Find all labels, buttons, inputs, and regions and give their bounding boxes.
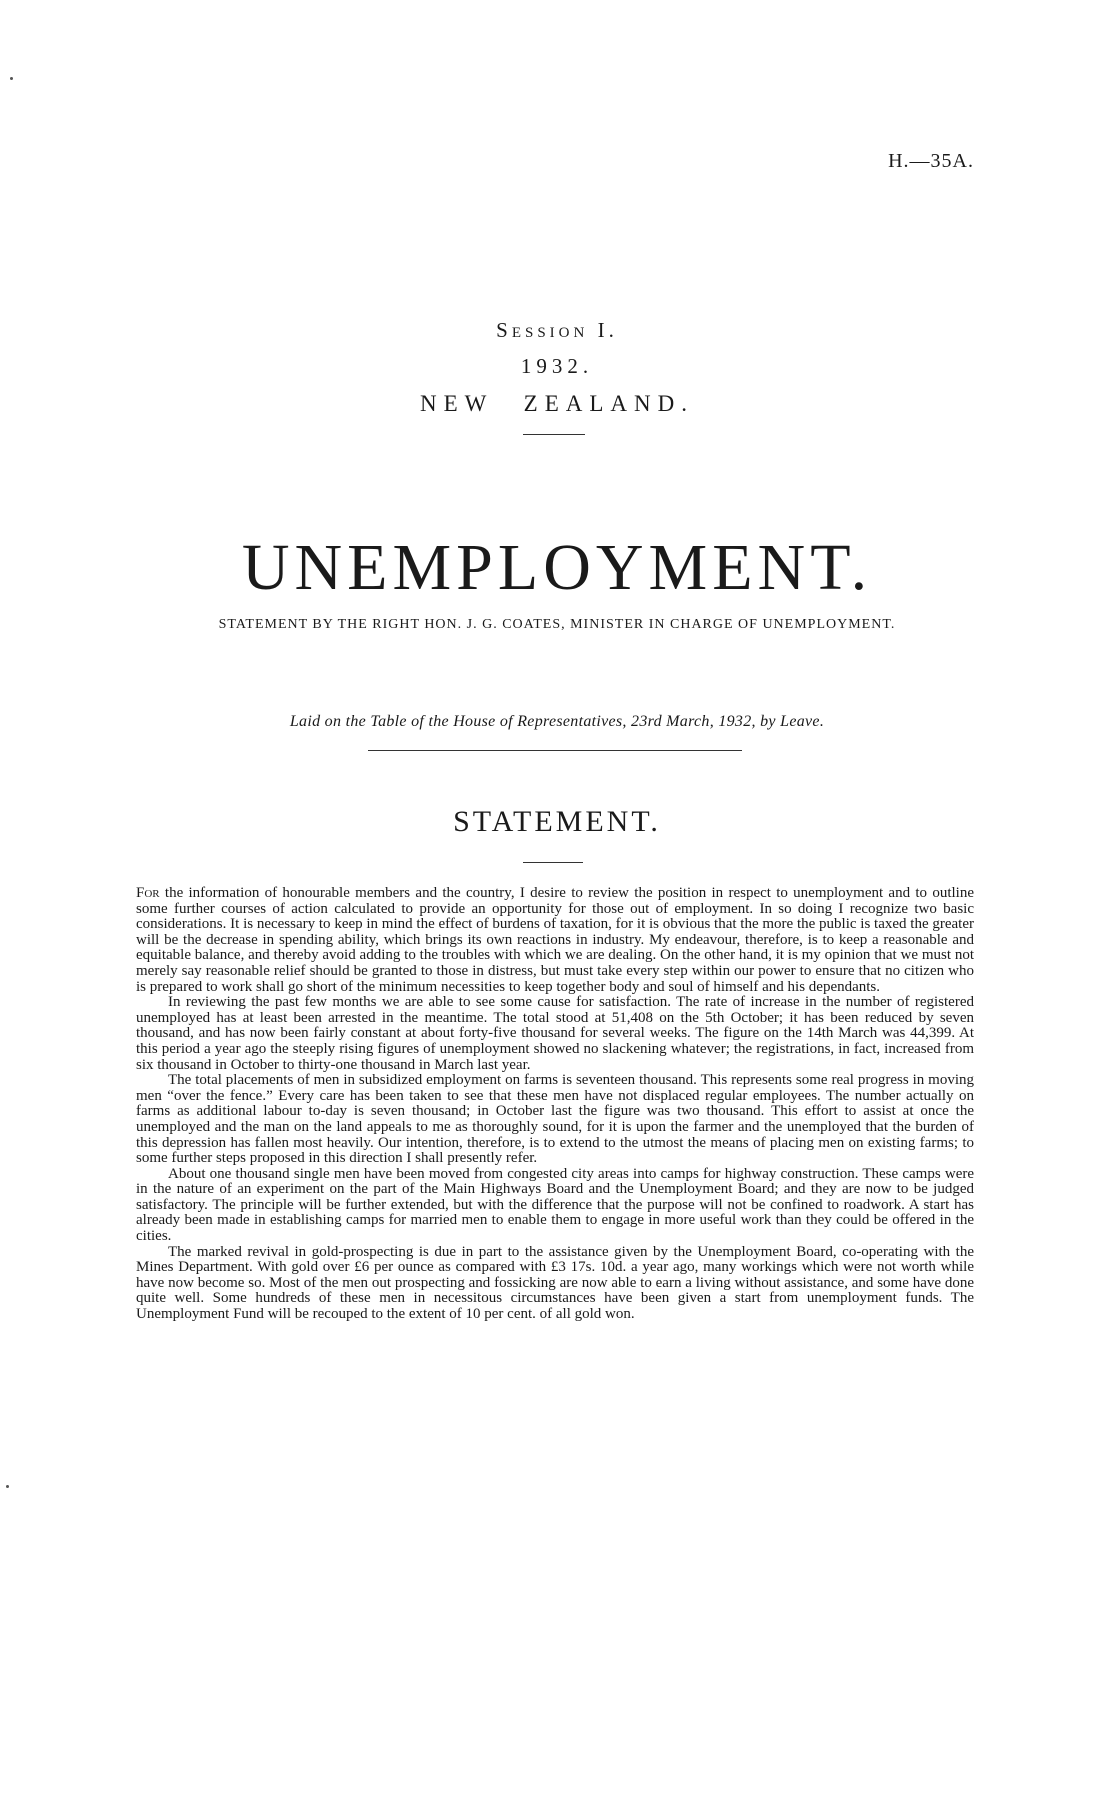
country-heading: NEW ZEALAND.: [419, 391, 695, 416]
paragraph: The marked revival in gold-prospecting is due in part to the assistance given by the Unemployment Board, co-operating with the Mines Department. With gold over £6 per ounce as compared with £3 17s. 10d. a year ago, many workings which were not worth while have now become so. Most of the men out prospecting and fossicking are now able to earn a living without assistance, and some have done quite well. Some hundreds of these men in necessitous circumstances have been given a start from unemployment funds. The Unemployment Fund will be recouped to the extent of 10 per cent. of all gold won.: [136, 1243, 974, 1323]
statement-body: [136, 886, 974, 1323]
paragraph: About one thousand single men have been moved from congested city areas into camps for highway construction. These camps were in the nature of an experiment on the part of the Main Highways Board and the Unemployment Board; and they are now to be judged satisfactory. The principle will be further extended, but with the difference that the purpose will not be confined to roadwork. A start has already been made in establishing camps for married men to enable them to engage in more useful work than they could be offered in the cities.: [136, 1165, 974, 1245]
main-title: UNEMPLOYMENT.: [241, 531, 873, 604]
paragraph: In reviewing the past few months we are able to see some cause for satisfaction. The rate of increase in the number of registered unemployed has at least been arrested in the meantime. The total stood at 51,408 on the 5th October; it has been reduced by seven thousand, and has now been fairly constant at about forty-five thousand for several weeks. The figure on the 14th March was 44,399. At this period a year ago the steeply rising figures of unemployment showed no slackening whatever; the registrations, in fact, increased from six thousand in October to thirty-one thousand in March last year.: [136, 994, 974, 1073]
paragraph: The total placements of men in subsidized employment on farms is seventeen thousand. This represents some real progress in moving men “over the fence.” Every care has been taken to see that these men have not displaced regular employees. The number actually on farms as additional labour to-day is seven thousand; in October last the figure was two thousand. This effort to assist at once the unemployed and the man on the land appeals to me as thoroughly sound, for it is upon the farmer and the unemployed that the burden of this depression has fallen most heavily. Our intention, therefore, is to extend to the utmost the means of placing men on existing farms; to some further steps proposed in this direction I shall presently refer.: [136, 1072, 974, 1167]
section-title: STATEMENT.: [453, 805, 661, 838]
scan-speck: [6, 1485, 9, 1488]
paragraph-text: the information of honourable members and the country, I desire to review the position in respect to unemployment and to outline some further courses of action calculated to provide an opportunity for those out of employment. In so doing I recognize two basic considerations. It is necessary to keep in mind the effect of burdens of taxation, for it is obvious that the more the public is taxed the greater will be the decrease in spending ability, which brings its own reactions in industry. My endeavour, therefore, is to keep a reasonable and equitable balance, and thereby avoid adding to the troubles with which we are dealing. On the other hand, it is my opinion that we must not merely say reasonable relief should be granted to those in distress, but must take every step within our power to ensure that no citizen who is prepared to work shall go short of the minimum necessities to keep together body and soul of himself and his dependants.: [136, 885, 974, 995]
paragraph-lead-word: For: [136, 885, 160, 901]
short-rule: [523, 434, 585, 435]
session-heading: Session I.: [496, 318, 618, 342]
scan-speck: [10, 77, 13, 80]
paragraph: [136, 886, 974, 995]
section-rule: [523, 862, 583, 863]
statement-subtitle: STATEMENT BY THE RIGHT HON. J. G. COATES, MINISTER IN CHARGE OF UNEMPLOYMENT.: [218, 617, 896, 632]
year-heading: 1932.: [520, 354, 594, 378]
long-rule: [368, 750, 742, 751]
laid-on-table-line: Laid on the Table of the House of Representatives, 23rd March, 1932, by Leave.: [289, 713, 825, 730]
document-reference: H.—35A.: [888, 150, 974, 172]
